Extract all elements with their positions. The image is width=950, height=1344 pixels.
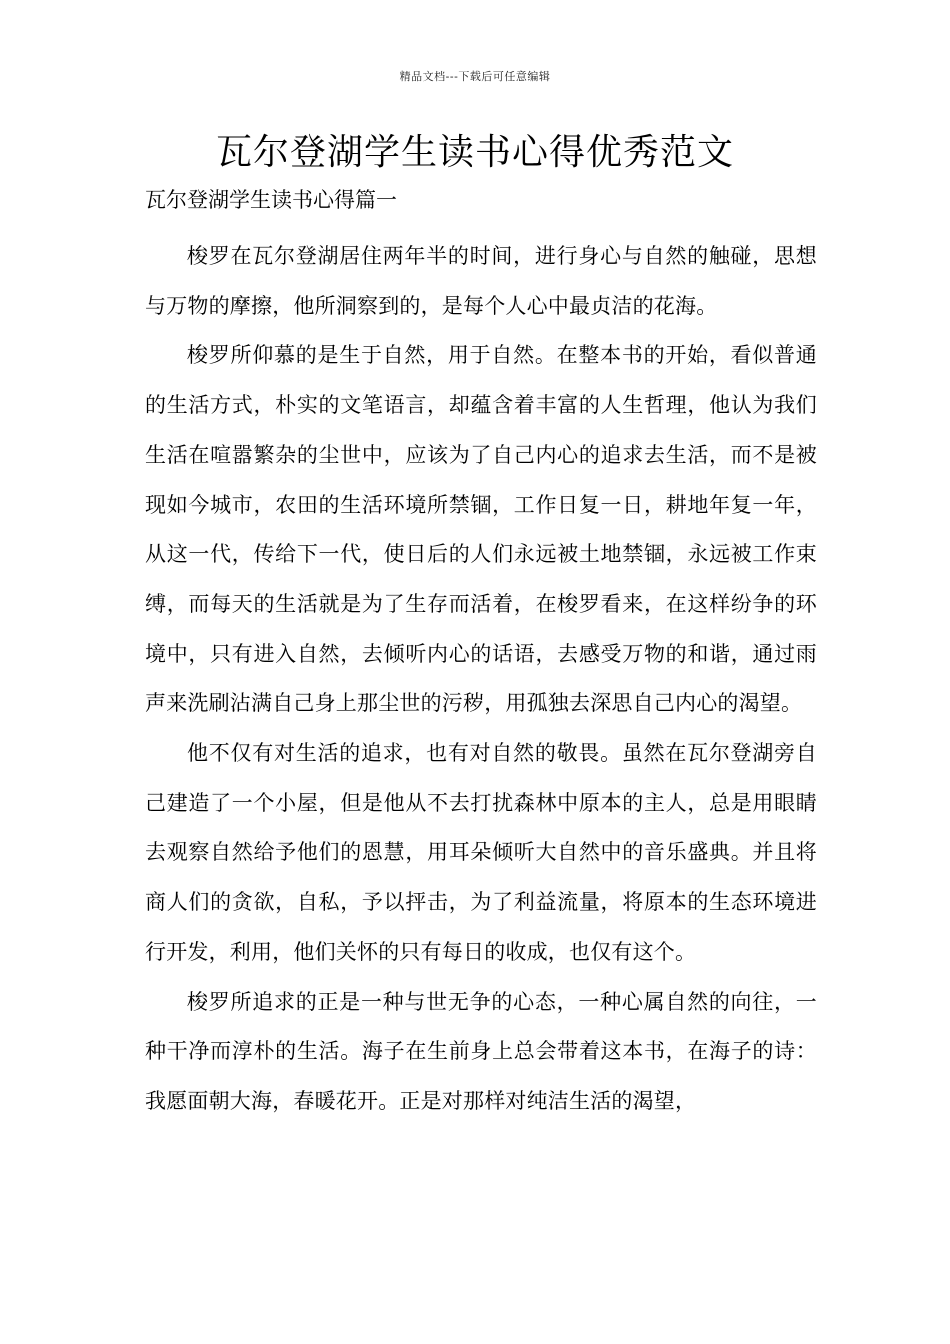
document-body: [145, 232, 817, 1127]
document-title: 瓦尔登湖学生读书心得优秀范文: [215, 132, 734, 173]
section-heading: 瓦尔登湖学生读书心得篇一: [145, 188, 397, 212]
paragraph-3: 他不仅有对生活的追求，也有对自然的敬畏。虽然在瓦尔登湖旁自己建造了一个小屋，但是他从不去打扰森林中原本的主人，总是用眼睛去观察自然给予他们的恩慧，用耳朵倾听大自然中的音乐盛典。并且将商人们的贪欲，自私，予以抨击，为了利益流量，将原本的生态环境进行开发，利用，他们关怀的只有每日的收成，也仅有这个。: [145, 741, 817, 964]
paragraph-4: 梭罗所追求的正是一种与世无争的心态，一种心属自然的向往，一种干净而淳朴的生活。海子在生前身上总会带着这本书，在海子的诗：我愿面朝大海，春暖花开。正是对那样对纯洁生活的渴望，: [145, 989, 817, 1113]
paragraph-2: 梭罗所仰慕的是生于自然，用于自然。在整本书的开始，看似普通的生活方式，朴实的文笔语言，却蕴含着丰富的人生哲理，他认为我们生活在喧嚣繁杂的尘世中，应该为了自己内心的追求去生活，而不是被现如今城市，农田的生活环境所禁锢，工作日复一日，耕地年复一年，从这一代，传给下一代，使日后的人们永远被土地禁锢，永远被工作束缚，而每天的生活就是为了生存而活着，在梭罗看来，在这样纷争的环境中，只有进入自然，去倾听内心的话语，去感受万物的和谐，通过雨声来洗刷沾满自己身上那尘世的污秽，用孤独去深思自己内心的渴望。: [145, 343, 817, 716]
header-note: 精品文档---下载后可任意编辑: [399, 70, 551, 83]
paragraph-1: 梭罗在瓦尔登湖居住两年半的时间，进行身心与自然的触碰，思想与万物的摩擦，他所洞察到的，是每个人心中最贞洁的花海。: [145, 244, 817, 318]
